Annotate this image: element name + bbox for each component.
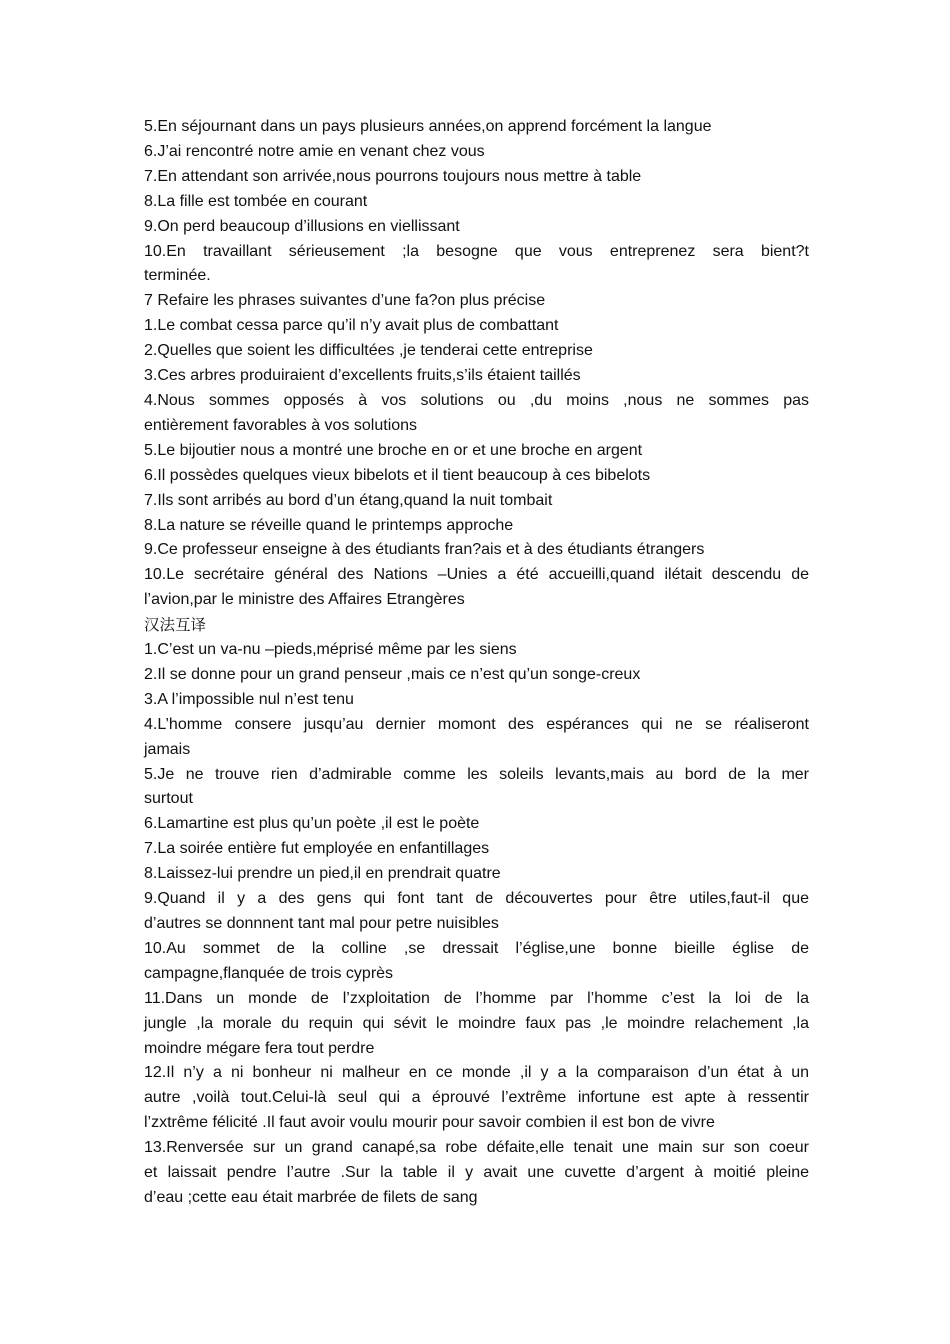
text-line: 9.On perd beaucoup d’illusions en viellissant [144, 217, 460, 235]
text-line: 7.La soirée entière fut employée en enfantillages [144, 840, 490, 858]
text-line: 6.Il possèdes quelques vieux bibelots et il tient beaucoup à ces bibelots [144, 466, 651, 484]
text-line: terminée. [144, 267, 211, 285]
document-page [144, 115, 809, 1211]
text-line: 7.Ils sont arribés au bord d’un étang,quand la nuit tombait [144, 491, 553, 509]
text-line: 4.Nous sommes opposés à vos solutions ou ,du moins ,nous ne sommes pas [144, 391, 809, 409]
text-line: 3.Ces arbres produiraient d’excellents fruits,s’ils étaient taillés [144, 367, 581, 385]
section-heading-chinese: 汉法互译 [144, 616, 207, 635]
text-line: 4.L’homme consere jusqu’au dernier momont des espérances qui ne se réaliseront [144, 715, 809, 733]
text-line: entièrement favorables à vos solutions [144, 416, 418, 434]
text-line: 9.Quand il y a des gens qui font tant de découvertes pour être utiles,faut-il que [144, 890, 809, 908]
text-line: 10.En travaillant sérieusement ;la besogne que vous entreprenez sera bient?t [144, 242, 809, 260]
section-heading: 7 Refaire les phrases suivantes d’une fa?on plus précise [144, 292, 546, 310]
text-line: 9.Ce professeur enseigne à des étudiants fran?ais et à des étudiants étrangers [144, 541, 705, 559]
text-line: moindre mégare fera tout perdre [144, 1039, 375, 1057]
text-line: l’avion,par le ministre des Affaires Etrangères [144, 591, 465, 609]
text-line: 6.Lamartine est plus qu’un poète ,il est le poète [144, 815, 480, 833]
text-line: 8.Laissez-lui prendre un pied,il en prendrait quatre [144, 865, 501, 883]
text-line: jungle ,la morale du requin qui sévit le moindre faux pas ,le moindre relachement ,la [144, 1014, 809, 1032]
text-line: 13.Renversée sur un grand canapé,sa robe défaite,elle tenait une main sur son coeur [144, 1139, 809, 1157]
text-line: 8.La nature se réveille quand le printemps approche [144, 516, 514, 534]
text-line: campagne,flanquée de trois cyprès [144, 964, 394, 982]
text-line: 1.Le combat cessa parce qu’il n’y avait plus de combattant [144, 317, 559, 335]
text-line: et laissait pendre l’autre .Sur la table il y avait une cuvette d’argent à moitié pleine [144, 1164, 809, 1182]
text-line: 1.C’est un va-nu –pieds,méprisé même par les siens [144, 641, 517, 659]
text-line: 3.A l’impossible nul n’est tenu [144, 690, 354, 708]
text-line: 5.En séjournant dans un pays plusieurs années,on apprend forcément la langue [144, 118, 712, 135]
text-line: surtout [144, 790, 193, 808]
text-line: 7.En attendant son arrivée,nous pourrons toujours nous mettre à table [144, 167, 642, 185]
text-line: 5.Je ne trouve rien d’admirable comme les soleils levants,mais au bord de la mer [144, 765, 809, 783]
text-line: 6.J’ai rencontré notre amie en venant chez vous [144, 142, 485, 160]
text-line: 10.Le secrétaire général des Nations –Unies a été accueilli,quand ilétait descendu de [144, 566, 809, 584]
text-line: d’eau ;cette eau était marbrée de filets de sang [144, 1188, 478, 1206]
text-line: d’autres se donnnent tant mal pour petre nuisibles [144, 915, 499, 932]
text-line: 12.Il n’y a ni bonheur ni malheur en ce monde ,il y a la comparaison d’un état à un [144, 1064, 809, 1082]
text-line: 11.Dans un monde de l’zxploitation de l’homme par l’homme c’est la loi de la [144, 989, 809, 1007]
text-line: 8.La fille est tombée en courant [144, 192, 368, 210]
text-line: 2.Il se donne pour un grand penseur ,mais ce n’est qu’un songe-creux [144, 665, 641, 683]
text-line: 5.Le bijoutier nous a montré une broche en or et une broche en argent [144, 441, 643, 459]
text-line: 2.Quelles que soient les difficultées ,je tenderai cette entreprise [144, 342, 593, 360]
text-line: 10.Au sommet de la colline ,se dressait l’église,une bonne bieille église de [144, 939, 809, 957]
text-line: autre ,voilà tout.Celui-là seul qui a éprouvé l’extrême infortune est apte à ressentir [144, 1089, 809, 1107]
text-line: jamais [144, 740, 191, 758]
text-line: l’zxtrême félicité .Il faut avoir voulu mourir pour savoir combien il est bon de vivre [144, 1114, 715, 1132]
